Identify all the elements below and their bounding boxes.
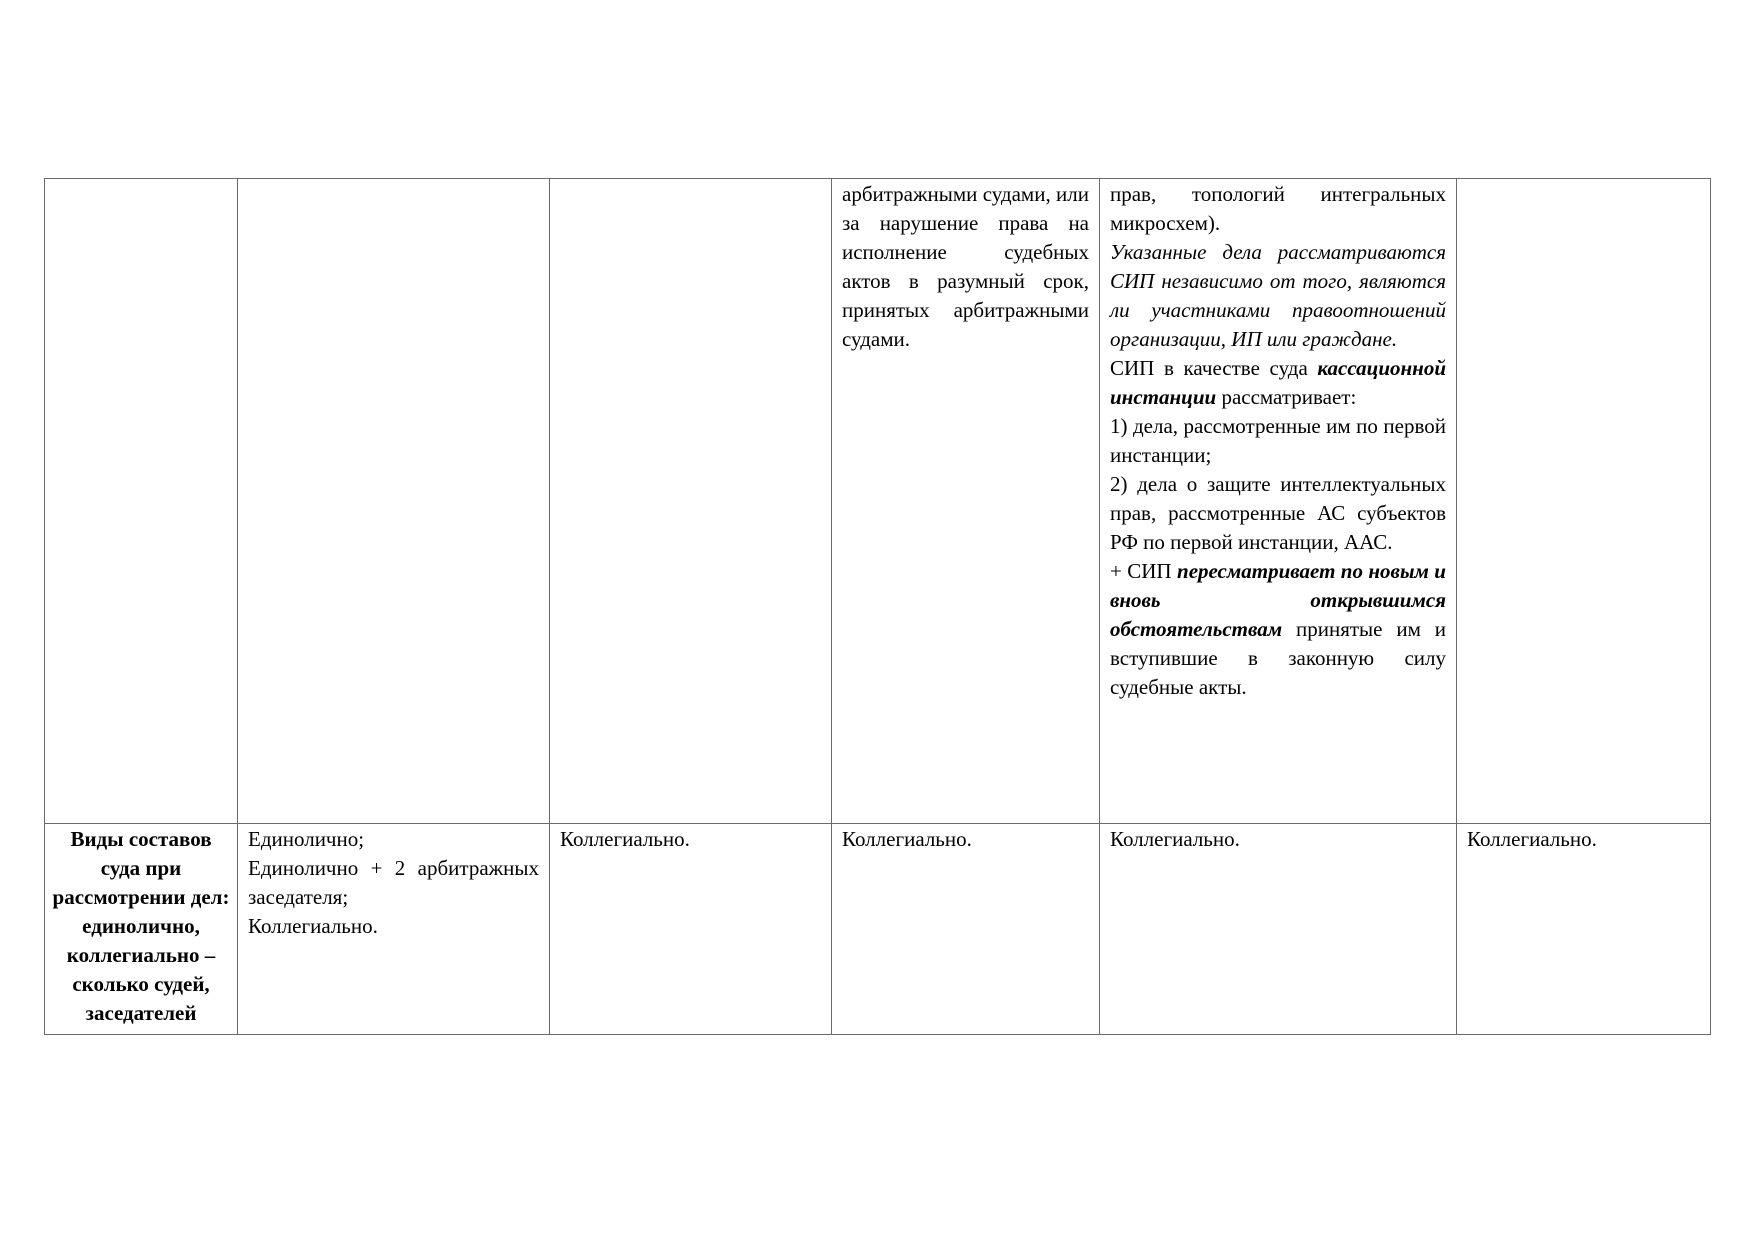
- review-suffix: принятые им и вступившие в законную силу судебные акты.: [1110, 617, 1446, 699]
- cassation-prefix: СИП в качестве суда: [1110, 356, 1318, 380]
- italic-note: Указанные дела рассматриваются СИП независимо от того, являются ли участниками правоотношений организации, ИП или граждане.: [1110, 240, 1446, 351]
- cassation-paragraph: [1110, 354, 1446, 412]
- cell-text-line: Коллегиально.: [248, 914, 378, 938]
- cassation-suffix: рассматривает:: [1216, 385, 1357, 409]
- table-cell-col4-continuation: [832, 179, 1100, 824]
- cell-text-line: Единолично + 2 арбитражных заседателя;: [248, 856, 539, 909]
- table-cell-empty-col3: [550, 179, 832, 824]
- cassation-emphasis: кассационной инстанции: [1110, 356, 1446, 409]
- table-row-continuation: [45, 179, 1711, 824]
- row-header-composition: Виды составов суда при рассмотрении дел: единолично, коллегиально – сколько судей, заседателей: [45, 824, 238, 1035]
- table-cell-col3-composition: Коллегиально.: [550, 824, 832, 1035]
- review-emphasis: пересматривает по новым и вновь открывшимся обстоятельствам: [1110, 559, 1446, 641]
- review-prefix: + СИП: [1110, 559, 1178, 583]
- review-paragraph: [1110, 557, 1446, 702]
- table-cell-empty-col1: [45, 179, 238, 824]
- table-cell-empty-col6: [1457, 179, 1711, 824]
- cell-text: арбитражными судами, или за нарушение права на исполнение судебных актов в разумный срок, принятых арбитражными судами.: [842, 182, 1089, 351]
- table-cell-col5-ip-court: [1100, 179, 1457, 824]
- court-comparison-table: [44, 178, 1711, 1035]
- list-item-1: 1) дела, рассмотренные им по первой инстанции;: [1110, 414, 1446, 467]
- cell-text-line: Единолично;: [248, 827, 365, 851]
- table-cell-col2-composition: [238, 824, 550, 1035]
- table-cell-empty-col2: [238, 179, 550, 824]
- table-row-composition: [45, 824, 1711, 1035]
- table-cell-col6-composition: Коллегиально.: [1457, 824, 1711, 1035]
- list-item-2: 2) дела о защите интеллектуальных прав, рассмотренные АС субъектов РФ по первой инстанции, ААС.: [1110, 472, 1446, 554]
- table-cell-col5-composition: Коллегиально.: [1100, 824, 1457, 1035]
- cell-text-line: прав, топологий интегральных микросхем).: [1110, 182, 1446, 235]
- table-cell-col4-composition: Коллегиально.: [832, 824, 1100, 1035]
